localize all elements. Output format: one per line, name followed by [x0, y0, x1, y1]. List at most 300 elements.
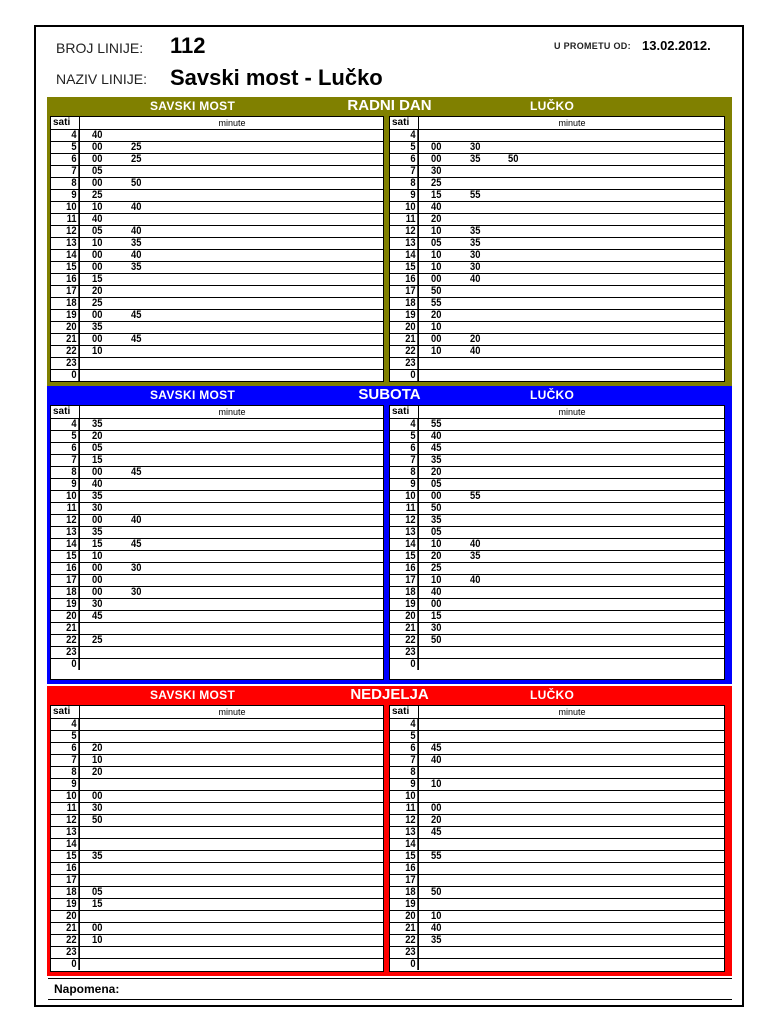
hour-cell: 6: [394, 743, 419, 754]
hour-cell: 5: [394, 731, 419, 742]
hour-cell: 15: [55, 262, 80, 273]
minute-cell: 00: [431, 273, 442, 285]
minute-cell: 00: [92, 153, 103, 165]
table-row: [51, 635, 383, 647]
hour-cell: 15: [394, 551, 419, 562]
minute-cell: 05: [431, 526, 442, 538]
direction-title-left: SAVSKI MOST: [150, 388, 236, 402]
hour-cell: 13: [55, 527, 80, 538]
minute-cell: 40: [92, 478, 103, 490]
hour-cell: 6: [394, 443, 419, 454]
minute-cell: 10: [92, 345, 103, 357]
hour-cell: 10: [394, 202, 419, 213]
hour-cell: 5: [394, 431, 419, 442]
timetable-panel-right: [389, 116, 725, 382]
minute-cell: 15: [431, 610, 442, 622]
hour-cell: 10: [55, 791, 80, 802]
hour-cell: 18: [394, 587, 419, 598]
minute-cell: 35: [431, 934, 442, 946]
minute-cell: 30: [431, 165, 442, 177]
minute-cell: 55: [431, 418, 442, 430]
hour-cell: 23: [55, 358, 80, 369]
column-header: [390, 117, 724, 130]
hour-cell: 16: [55, 863, 80, 874]
minute-cell: 40: [431, 201, 442, 213]
table-row: [51, 827, 383, 839]
minute-cell: 20: [470, 333, 481, 345]
hour-cell: 15: [394, 851, 419, 862]
hour-cell: 23: [394, 358, 419, 369]
direction-title-right: LUČKO: [530, 688, 575, 702]
hour-cell: 11: [394, 214, 419, 225]
minute-cell: 40: [470, 538, 481, 550]
hour-cell: 15: [394, 262, 419, 273]
minute-cell: 30: [131, 562, 142, 574]
minute-cell: 20: [92, 742, 103, 754]
hour-cell: 4: [394, 130, 419, 141]
minute-cell: 00: [92, 333, 103, 345]
day-type-title: RADNI DAN: [347, 97, 432, 114]
minute-cell: 35: [470, 153, 481, 165]
note-box: [48, 978, 732, 1000]
hour-cell: 11: [394, 803, 419, 814]
hour-cell: 20: [55, 911, 80, 922]
minute-cell: 25: [92, 634, 103, 646]
minute-cell: 05: [92, 225, 103, 237]
minute-cell: 05: [431, 478, 442, 490]
minute-cell: 55: [470, 490, 481, 502]
minute-cell: 15: [431, 189, 442, 201]
table-row: [51, 863, 383, 875]
hour-cell: 23: [394, 947, 419, 958]
table-row: [390, 887, 724, 899]
minute-cell: 20: [92, 430, 103, 442]
minute-cell: 20: [92, 285, 103, 297]
minute-cell: 10: [92, 550, 103, 562]
minute-cell: 30: [92, 598, 103, 610]
hour-column-header: sati: [390, 706, 419, 718]
hour-cell: 18: [55, 587, 80, 598]
minute-cell: 45: [431, 826, 442, 838]
minute-cell: 25: [431, 177, 442, 189]
hour-cell: 23: [55, 647, 80, 658]
hour-cell: 9: [394, 779, 419, 790]
hour-cell: 13: [55, 238, 80, 249]
hour-cell: 13: [394, 827, 419, 838]
day-type-title: NEDJELJA: [350, 686, 429, 703]
hour-cell: 7: [394, 755, 419, 766]
minute-cell: 20: [431, 550, 442, 562]
hour-cell: 18: [55, 887, 80, 898]
hour-cell: 17: [55, 286, 80, 297]
minute-cell: 15: [92, 273, 103, 285]
table-row: [390, 959, 724, 971]
hour-cell: 12: [55, 815, 80, 826]
minute-cell: 35: [470, 550, 481, 562]
minute-cell: 00: [92, 249, 103, 261]
hour-cell: 22: [55, 635, 80, 646]
table-row: [390, 647, 724, 659]
hour-cell: 0: [55, 370, 80, 381]
minute-cell: 00: [431, 598, 442, 610]
minute-cell: 05: [92, 886, 103, 898]
hour-cell: 13: [394, 527, 419, 538]
hour-cell: 11: [55, 214, 80, 225]
line-name: Savski most - Lučko: [170, 65, 383, 90]
hour-cell: 8: [394, 178, 419, 189]
hour-cell: 17: [394, 875, 419, 886]
hour-cell: 6: [55, 154, 80, 165]
minute-cell: 00: [431, 333, 442, 345]
minute-cell: 20: [431, 814, 442, 826]
hour-cell: 18: [394, 887, 419, 898]
minute-cell: 30: [470, 141, 481, 153]
section-title-bar: [47, 686, 732, 705]
minute-cell: 35: [470, 225, 481, 237]
table-row: [390, 719, 724, 731]
hour-cell: 7: [55, 166, 80, 177]
minute-cell: 55: [431, 850, 442, 862]
minute-cell: 00: [92, 790, 103, 802]
section-radni-dan: [47, 97, 732, 386]
hour-cell: 0: [394, 370, 419, 381]
minutes-column-header: minute: [218, 407, 246, 417]
minute-cell: 45: [431, 442, 442, 454]
table-row: [51, 959, 383, 971]
timetable-panel-right: [389, 405, 725, 680]
minute-cell: 45: [131, 333, 142, 345]
minute-cell: 45: [131, 538, 142, 550]
hour-cell: 19: [394, 899, 419, 910]
table-row: [390, 947, 724, 959]
minute-cell: 10: [431, 249, 442, 261]
minute-cell: 55: [431, 297, 442, 309]
hour-cell: 5: [394, 142, 419, 153]
hour-cell: 13: [394, 238, 419, 249]
minute-cell: 25: [131, 153, 142, 165]
hour-cell: 7: [394, 166, 419, 177]
hour-cell: 11: [55, 803, 80, 814]
hour-cell: 12: [394, 226, 419, 237]
hour-cell: 20: [394, 611, 419, 622]
valid-from-date: 13.02.2012.: [642, 38, 711, 53]
hour-cell: 4: [55, 130, 80, 141]
table-row: [51, 935, 383, 947]
minute-cell: 40: [470, 574, 481, 586]
hour-cell: 5: [55, 142, 80, 153]
table-row: [390, 779, 724, 791]
direction-title-right: LUČKO: [530, 388, 575, 402]
minute-cell: 10: [431, 574, 442, 586]
minute-cell: 35: [470, 237, 481, 249]
hour-cell: 23: [55, 947, 80, 958]
minute-cell: 00: [92, 586, 103, 598]
hour-cell: 20: [55, 322, 80, 333]
hour-cell: 9: [55, 779, 80, 790]
table-row: [390, 659, 724, 671]
table-row: [51, 851, 383, 863]
hour-cell: 16: [55, 563, 80, 574]
minute-cell: 00: [92, 466, 103, 478]
hour-cell: 15: [55, 551, 80, 562]
hour-cell: 4: [55, 419, 80, 430]
hour-cell: 22: [55, 935, 80, 946]
hour-cell: 9: [55, 190, 80, 201]
minute-cell: 00: [92, 177, 103, 189]
section-title-bar: [47, 386, 732, 405]
minute-cell: 15: [92, 538, 103, 550]
minute-cell: 00: [92, 309, 103, 321]
hour-cell: 9: [55, 479, 80, 490]
minute-cell: 25: [431, 562, 442, 574]
minute-cell: 40: [131, 249, 142, 261]
hour-cell: 17: [55, 575, 80, 586]
minute-cell: 20: [431, 309, 442, 321]
hour-cell: 10: [394, 491, 419, 502]
minute-cell: 45: [131, 309, 142, 321]
hour-cell: 21: [55, 623, 80, 634]
minute-cell: 35: [92, 490, 103, 502]
minute-cell: 40: [431, 754, 442, 766]
timetable-panel-right: [389, 705, 725, 972]
hour-cell: 5: [55, 731, 80, 742]
table-row: [390, 863, 724, 875]
line-number: 112: [170, 33, 206, 58]
hour-cell: 22: [55, 346, 80, 357]
minute-cell: 10: [431, 538, 442, 550]
timetable-sheet: [34, 25, 744, 1007]
hour-cell: 19: [394, 310, 419, 321]
hour-cell: 21: [394, 623, 419, 634]
minute-cell: 35: [431, 454, 442, 466]
minute-cell: 30: [470, 249, 481, 261]
hour-cell: 19: [394, 599, 419, 610]
hour-cell: 7: [55, 755, 80, 766]
hour-cell: 12: [394, 815, 419, 826]
hour-cell: 19: [55, 899, 80, 910]
hour-cell: 5: [55, 431, 80, 442]
timetable-panel-left: [50, 405, 384, 680]
hour-cell: 10: [394, 791, 419, 802]
minute-cell: 10: [431, 910, 442, 922]
table-row: [51, 719, 383, 731]
minute-cell: 10: [431, 225, 442, 237]
hour-cell: 20: [55, 611, 80, 622]
table-row: [51, 947, 383, 959]
minute-cell: 30: [470, 261, 481, 273]
minute-cell: 50: [508, 153, 519, 165]
table-row: [51, 767, 383, 779]
minute-cell: 05: [92, 442, 103, 454]
hour-cell: 16: [394, 563, 419, 574]
timetable-panel-left: [50, 705, 384, 972]
hour-cell: 14: [55, 839, 80, 850]
minutes-column-header: minute: [558, 707, 586, 717]
minute-cell: 10: [92, 201, 103, 213]
section-subota: [47, 386, 732, 684]
hour-cell: 4: [55, 719, 80, 730]
minute-cell: 20: [431, 466, 442, 478]
hour-column-header: sati: [51, 406, 80, 418]
minute-cell: 30: [131, 586, 142, 598]
hour-cell: 21: [394, 334, 419, 345]
minutes-column-header: minute: [558, 118, 586, 128]
hour-cell: 11: [55, 503, 80, 514]
hour-cell: 18: [55, 298, 80, 309]
hour-column-header: sati: [390, 117, 419, 129]
hour-cell: 0: [55, 659, 80, 670]
minute-cell: 00: [92, 574, 103, 586]
table-row: [390, 370, 724, 382]
hour-cell: 10: [55, 491, 80, 502]
hour-cell: 8: [55, 767, 80, 778]
hour-cell: 0: [55, 959, 80, 970]
minute-cell: 30: [431, 622, 442, 634]
minute-cell: 00: [92, 514, 103, 526]
timetable-panel-left: [50, 116, 384, 382]
hour-cell: 9: [394, 190, 419, 201]
minute-cell: 50: [431, 502, 442, 514]
minute-cell: 40: [431, 586, 442, 598]
table-row: [51, 647, 383, 659]
table-row: [390, 827, 724, 839]
hour-cell: 21: [55, 334, 80, 345]
minute-cell: 40: [92, 129, 103, 141]
hour-cell: 4: [394, 419, 419, 430]
minute-cell: 20: [431, 213, 442, 225]
minute-cell: 40: [470, 345, 481, 357]
minute-cell: 40: [92, 213, 103, 225]
minutes-column-header: minute: [218, 707, 246, 717]
hour-cell: 18: [394, 298, 419, 309]
minute-cell: 25: [92, 297, 103, 309]
hour-cell: 17: [394, 575, 419, 586]
hour-cell: 6: [55, 743, 80, 754]
minute-cell: 10: [431, 345, 442, 357]
hour-cell: 22: [394, 635, 419, 646]
minute-cell: 10: [431, 261, 442, 273]
hour-cell: 0: [394, 659, 419, 670]
hour-cell: 12: [55, 515, 80, 526]
hour-cell: 16: [55, 274, 80, 285]
minute-cell: 00: [431, 141, 442, 153]
minute-cell: 50: [92, 814, 103, 826]
minute-cell: 35: [131, 261, 142, 273]
section-title-bar: [47, 97, 732, 116]
minute-cell: 35: [431, 514, 442, 526]
minute-cell: 10: [92, 934, 103, 946]
hour-cell: 19: [55, 310, 80, 321]
table-row: [51, 346, 383, 358]
table-row: [390, 358, 724, 370]
hour-cell: 8: [55, 467, 80, 478]
minute-cell: 15: [92, 454, 103, 466]
minute-cell: 40: [470, 273, 481, 285]
minute-cell: 30: [92, 502, 103, 514]
hour-cell: 14: [55, 539, 80, 550]
minute-cell: 00: [92, 261, 103, 273]
minute-cell: 00: [431, 802, 442, 814]
minute-cell: 00: [431, 153, 442, 165]
hour-cell: 22: [394, 346, 419, 357]
hour-cell: 22: [394, 935, 419, 946]
table-row: [51, 899, 383, 911]
hour-cell: 13: [55, 827, 80, 838]
hour-cell: 8: [55, 178, 80, 189]
minute-cell: 45: [431, 742, 442, 754]
day-type-title: SUBOTA: [358, 386, 421, 403]
minute-cell: 45: [92, 610, 103, 622]
hour-cell: 7: [55, 455, 80, 466]
line-name-label: NAZIV LINIJE:: [56, 71, 148, 87]
hour-cell: 16: [394, 274, 419, 285]
minute-cell: 50: [431, 285, 442, 297]
hour-cell: 8: [394, 767, 419, 778]
minute-cell: 10: [431, 778, 442, 790]
minute-cell: 35: [92, 418, 103, 430]
minute-cell: 30: [92, 802, 103, 814]
table-row: [51, 358, 383, 370]
valid-from-label: U PROMETU OD:: [554, 41, 631, 51]
hour-cell: 14: [394, 250, 419, 261]
hour-cell: 0: [394, 959, 419, 970]
direction-title-left: SAVSKI MOST: [150, 99, 236, 113]
column-header: [390, 706, 724, 719]
hour-cell: 17: [394, 286, 419, 297]
minute-cell: 00: [431, 490, 442, 502]
hour-cell: 11: [394, 503, 419, 514]
minutes-column-header: minute: [218, 118, 246, 128]
minute-cell: 40: [431, 430, 442, 442]
hour-cell: 12: [394, 515, 419, 526]
minute-cell: 45: [131, 466, 142, 478]
minute-cell: 55: [470, 189, 481, 201]
hour-cell: 8: [394, 467, 419, 478]
direction-title-left: SAVSKI MOST: [150, 688, 236, 702]
minute-cell: 40: [131, 201, 142, 213]
direction-title-right: LUČKO: [530, 99, 575, 113]
section-nedjelja: [47, 686, 732, 976]
minute-cell: 00: [92, 922, 103, 934]
hour-cell: 4: [394, 719, 419, 730]
minute-cell: 40: [431, 922, 442, 934]
hour-cell: 20: [394, 911, 419, 922]
hour-cell: 12: [55, 226, 80, 237]
minute-cell: 35: [131, 237, 142, 249]
hour-cell: 23: [394, 647, 419, 658]
line-number-label: BROJ LINIJE:: [56, 40, 144, 56]
table-row: [390, 755, 724, 767]
minute-cell: 50: [131, 177, 142, 189]
minute-cell: 10: [92, 237, 103, 249]
minute-cell: 25: [92, 189, 103, 201]
minute-cell: 15: [92, 898, 103, 910]
hour-column-header: sati: [390, 406, 419, 418]
hour-cell: 17: [55, 875, 80, 886]
hour-cell: 10: [55, 202, 80, 213]
table-row: [390, 635, 724, 647]
hour-cell: 21: [55, 923, 80, 934]
minute-cell: 50: [431, 634, 442, 646]
hour-cell: 7: [394, 455, 419, 466]
minute-cell: 00: [92, 562, 103, 574]
note-label: Napomena:: [54, 982, 120, 996]
hour-cell: 14: [394, 539, 419, 550]
minute-cell: 00: [92, 141, 103, 153]
table-row: [51, 370, 383, 382]
minute-cell: 05: [431, 237, 442, 249]
hour-cell: 19: [55, 599, 80, 610]
